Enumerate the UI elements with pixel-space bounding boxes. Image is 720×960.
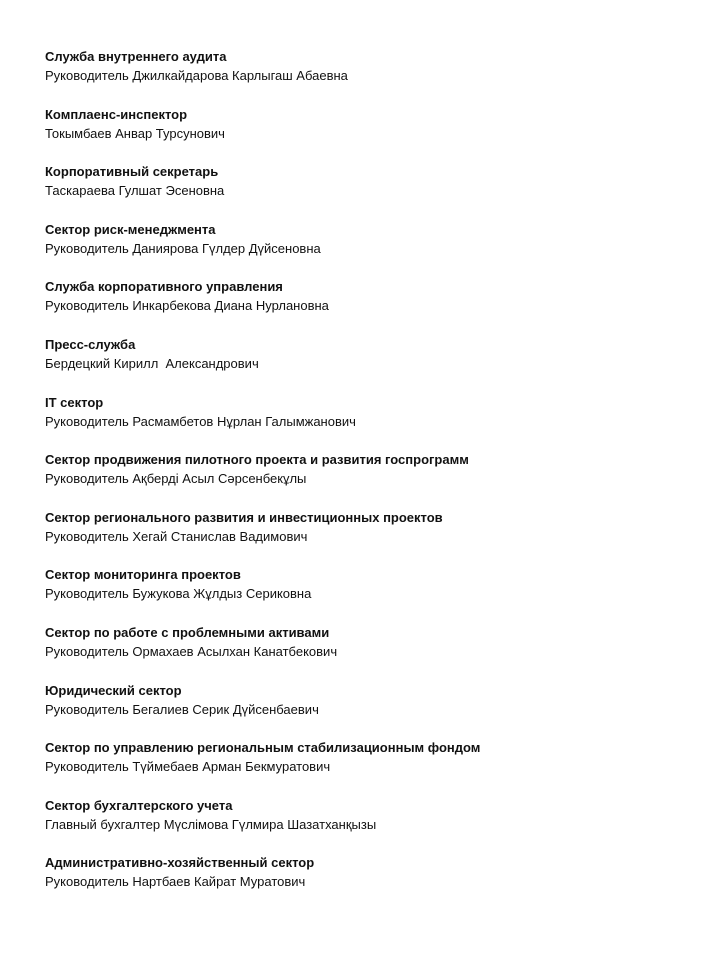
- person-line: Руководитель Джилкайдарова Карлыгаш Абаевна: [45, 68, 348, 83]
- department-name: Служба корпоративного управления: [45, 279, 283, 295]
- entry-stabilization-fund: [45, 738, 695, 796]
- department-name: Административно-хозяйственный сектор: [45, 855, 315, 871]
- person-line: Руководитель Инкарбекова Диана Нурлановна: [45, 298, 329, 314]
- department-name: Сектор регионального развития и инвестиционных проектов: [45, 509, 443, 525]
- person-line: Главный бухгалтер Мүслімова Гүлмира Шазатханқызы: [45, 816, 377, 832]
- entry-corporate-secretary: [45, 162, 695, 220]
- department-name: IT сектор: [45, 394, 104, 410]
- person-line: Руководитель Бегалиев Серик Дүйсенбаевич: [45, 701, 319, 717]
- department-name: Сектор по управлению региональным стабилизационным фондом: [45, 740, 481, 756]
- person-line: Руководитель Бужукова Жұлдыз Сериковна: [45, 586, 312, 602]
- person-line: Руководитель Ақберді Асыл Сәрсенбекұлы: [45, 471, 307, 487]
- entry-internal-audit: [45, 47, 695, 105]
- department-name: Сектор продвижения пилотного проекта и развития госпрограмм: [45, 452, 469, 468]
- department-name: Сектор мониторинга проектов: [45, 567, 241, 583]
- entry-pilot-project: [45, 450, 695, 508]
- entry-regional-development: [45, 508, 695, 566]
- department-name: Служба внутреннего аудита: [45, 49, 227, 64]
- entry-press-service: [45, 335, 695, 393]
- entry-corporate-governance: [45, 277, 695, 335]
- department-name: Корпоративный секретарь: [45, 164, 219, 180]
- person-line: Руководитель Хегай Станислав Вадимович: [45, 528, 308, 544]
- entry-project-monitoring: [45, 565, 695, 623]
- entry-administrative: [45, 853, 695, 911]
- person-line: Руководитель Расмамбетов Нұрлан Галымжанович: [45, 413, 356, 429]
- department-name: Сектор бухгалтерского учета: [45, 797, 233, 813]
- department-name: Комплаенс-инспектор: [45, 106, 188, 122]
- department-name: Сектор риск-менеджмента: [45, 221, 216, 237]
- department-name: Пресс-служба: [45, 336, 136, 352]
- person-line: Бердецкий Кирилл Александрович: [45, 355, 259, 371]
- department-list: [45, 47, 695, 911]
- person-line: Руководитель Даниярова Гүлдер Дүйсеновна: [45, 240, 321, 256]
- person-line: Руководитель Нартбаев Кайрат Муратович: [45, 874, 306, 890]
- entry-legal: [45, 681, 695, 739]
- entry-risk-management: [45, 220, 695, 278]
- entry-it-sector: [45, 393, 695, 451]
- department-name: Сектор по работе с проблемными активами: [45, 624, 330, 640]
- person-line: Токымбаев Анвар Турсунович: [45, 125, 225, 141]
- entry-compliance: [45, 105, 695, 163]
- person-line: Таскараева Гулшат Эсеновна: [45, 183, 225, 199]
- entry-accounting: [45, 796, 695, 854]
- entry-problem-assets: [45, 623, 695, 681]
- person-line: Руководитель Түймебаев Арман Бекмуратович: [45, 759, 331, 775]
- person-line: Руководитель Ормахаев Асылхан Канатбекович: [45, 643, 338, 659]
- department-name: Юридический сектор: [45, 682, 182, 698]
